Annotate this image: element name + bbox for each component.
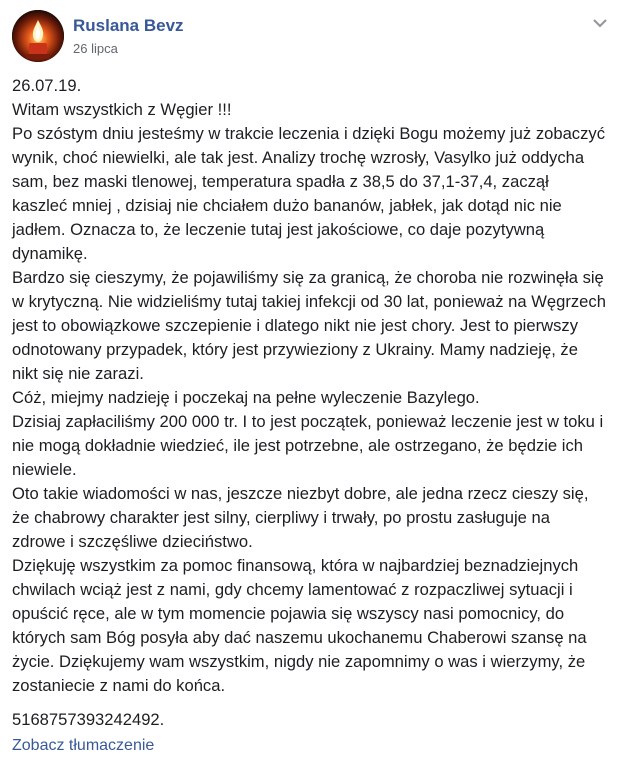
post-paragraph: Witam wszystkich z Węgier !!!: [12, 100, 232, 119]
post-body: [12, 74, 608, 732]
candle-flame-icon: [12, 10, 64, 62]
post-paragraph: Dzisiaj zapłaciliśmy 200 000 tr. I to jest początek, ponieważ leczenie jest w toku i nie mogą dokładnie wiedzieć, ile jest potrzebne, ale ostrzegano, że będzie ich niewiele.: [12, 412, 604, 479]
post-paragraph: 26.07.19.: [12, 76, 82, 95]
post-paragraph: Cóż, miejmy nadzieję i poczekaj na pełne wyleczenie Bazylego.: [12, 388, 480, 407]
avatar[interactable]: [12, 10, 64, 62]
post-text: [12, 74, 608, 698]
post-paragraph: Oto takie wiadomości w nas, jeszcze niezbyt dobre, ale jedna rzecz cieszy się, że chabrowy charakter jest silny, cierpliwy i trwały, po prostu zasługuje na zdrowe i szczęśliwe dzieciństwo.: [12, 484, 589, 551]
post-paragraph: Po szóstym dniu jesteśmy w trakcie leczenia i dzięki Bogu możemy już zobaczyć wynik, choć niewielki, ale tak jest. Analizy trochę wzrosły, Vasylko już oddycha sam, bez maski tlenowej, temperatura spadła z 38,5 do 37,1-37,4, zaczął kaszleć mniej , dzisiaj nie chciałem dużo bananów, jabłek, jak dotąd nic nie jadłem. Oznacza to, że leczenie tutaj jest jakościowe, co daje pozytywną dynamikę.: [12, 124, 605, 263]
post-paragraph: Dziękuję wszystkim za pomoc finansową, która w najbardziej beznadziejnych chwilach wciąż jest z nami, gdy chcemy lamentować z rozpaczliwej sytuacji i opuścić ręce, ale w tym momencie pojawia się wszyscy nasi pomocnicy, do których sam Bóg posyła aby dać naszemu ukochanemu Chaberowi szansę na życie. Dziękujemy wam wszystkim, nigdy nie zapomnimy o was i wierzymy, że zostaniecie z nami do końca.: [12, 556, 587, 695]
account-number: 5168757393242492.: [12, 710, 165, 729]
see-translation-link[interactable]: Zobacz tłumaczenie: [12, 737, 155, 754]
author-name[interactable]: Ruslana Bevz: [73, 16, 184, 35]
chevron-down-icon[interactable]: [592, 16, 608, 28]
post-date[interactable]: 26 lipca: [73, 41, 118, 56]
post-header: [12, 10, 608, 66]
post-paragraph: Bardzo się cieszymy, że pojawiliśmy się za granicą, że choroba nie rozwinęła się w krytyczną. Nie widzieliśmy tutaj takiej infekcji od 30 lat, ponieważ na Węgrzech jest to obowiązkowe szczepienie i dlatego nikt nie jest chory. Jest to pierwszy odnotowany przypadek, który jest przywieziony z Ukrainy. Mamy nadzieję, że nikt się nie zarazi.: [12, 268, 606, 383]
